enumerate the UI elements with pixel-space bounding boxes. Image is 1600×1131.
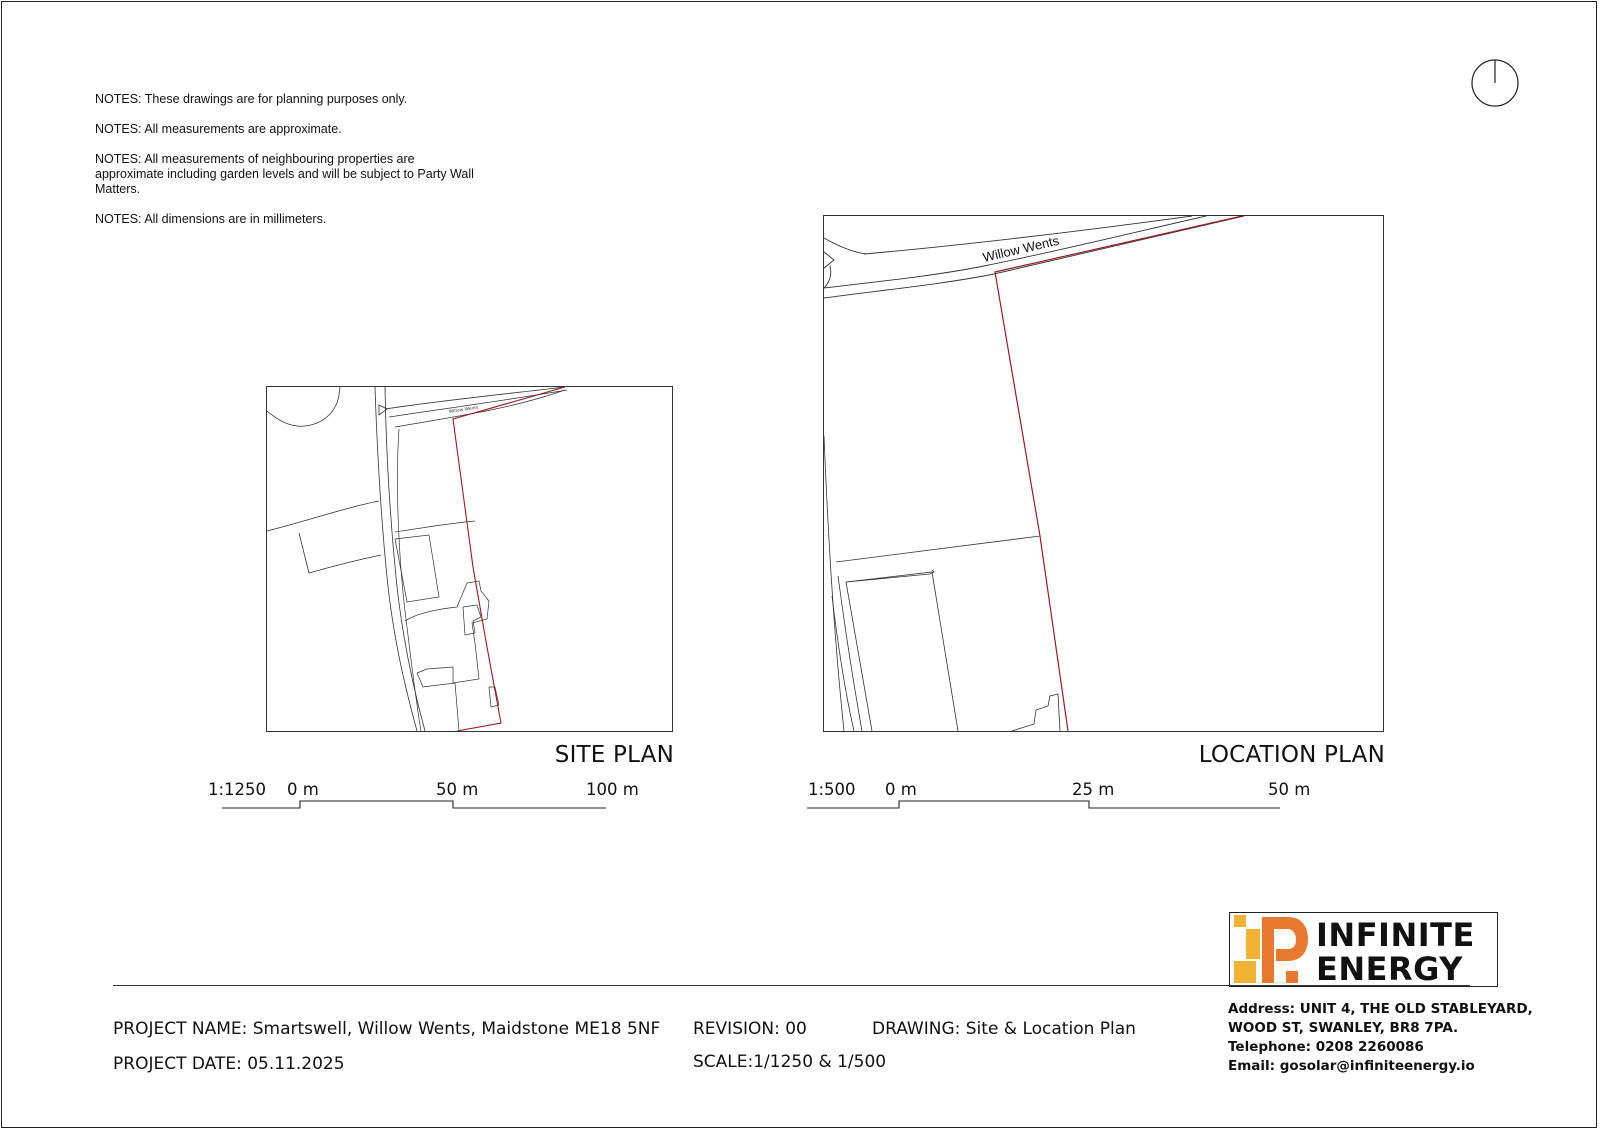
address-line-1: Address: UNIT 4, THE OLD STABLEYARD, — [1228, 1001, 1533, 1017]
company-logo — [1229, 912, 1498, 987]
scale — [693, 1052, 886, 1072]
scale-value: 1/1250 & 1/500 — [753, 1052, 887, 1072]
site-road-label: Willow Wents — [448, 405, 479, 415]
logo-mark-icon — [1230, 913, 1310, 987]
project-name-label: PROJECT NAME: — [113, 1019, 248, 1039]
site-scale-tick-2: 100 m — [586, 780, 639, 799]
address-line-2: WOOD ST, SWANLEY, BR8 7PA. — [1228, 1020, 1459, 1036]
location-scale-bar — [807, 798, 1287, 818]
location-scale-tick-1: 25 m — [1072, 780, 1115, 799]
project-date-value: 05.11.2025 — [247, 1054, 345, 1074]
site-plan-title: SITE PLAN — [554, 742, 674, 768]
location-scale-tick-2: 50 m — [1268, 780, 1311, 799]
project-name — [113, 1019, 660, 1039]
site-scale-tick-0: 0 m — [287, 780, 319, 799]
location-road-label: Willow Wents — [981, 232, 1061, 265]
site-scale-ratio: 1:1250 — [208, 780, 267, 799]
drawing — [872, 1019, 1136, 1039]
site-scale-bar — [222, 798, 622, 818]
drawing-value: Site & Location Plan — [965, 1019, 1136, 1039]
north-arrow-icon — [1470, 58, 1520, 108]
note-4: NOTES: All dimensions are in millimeters. — [95, 212, 327, 226]
site-scale-tick-1: 50 m — [436, 780, 479, 799]
company-address — [1228, 1000, 1533, 1076]
notes-block — [95, 92, 485, 242]
note-1: NOTES: These drawings are for planning purposes only. — [95, 92, 408, 106]
project-date-label: PROJECT DATE: — [113, 1054, 242, 1074]
note-3: NOTES: All measurements of neighbouring properties are approximate including garden levels and will be subject to Party Wall Matters. — [95, 152, 474, 196]
drawing-label: DRAWING: — [872, 1019, 961, 1039]
scale-label: SCALE: — [693, 1052, 754, 1072]
revision-label: REVISION: — [693, 1019, 780, 1039]
revision-value: 00 — [785, 1019, 807, 1039]
location-scale-ratio: 1:500 — [808, 780, 856, 799]
revision — [693, 1019, 807, 1039]
location-scale-tick-0: 0 m — [885, 780, 917, 799]
note-2: NOTES: All measurements are approximate. — [95, 122, 342, 136]
telephone: Telephone: 0208 2260086 — [1228, 1039, 1424, 1055]
email: Email: gosolar@infiniteenergy.io — [1228, 1058, 1475, 1074]
site-plan-map — [266, 386, 673, 732]
location-plan-map — [823, 215, 1384, 732]
title-block-rule — [113, 985, 1470, 986]
logo-text-line2: ENERGY — [1316, 950, 1463, 987]
project-name-value: Smartswell, Willow Wents, Maidstone ME18 5NF — [252, 1019, 661, 1039]
project-date — [113, 1054, 345, 1074]
logo-text-line1: INFINITE — [1316, 916, 1475, 954]
location-plan-title: LOCATION PLAN — [1198, 742, 1385, 768]
